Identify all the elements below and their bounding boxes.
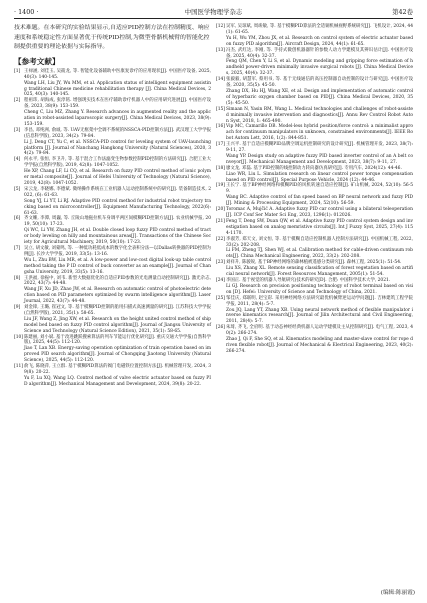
reference-entry (216, 284, 413, 296)
reference-number: [1] (14, 68, 21, 74)
journal-title: 中国医学物理学杂志 (184, 8, 243, 16)
reference-text: Liu XS, Zhang XL. Remote sensing classification of forest vegetation based on artificial neural network[J]. Forest Resources Management, 2005(1): 51-54. (226, 266, 413, 278)
reference-text: Yu H, Wu YM, Zhou JX, et al. Research on control system of electric actuator based on fuzzy PID algorithm[J]. Aircraft Design, 2024, 44(1): 61-65. (226, 35, 413, 47)
reference-text: Wang JF, Xu JD, Zhao JW, et al. Research on automatic control of photoelectric detection based on PID parameters optimized by swarm intelligence algorithm[J]. Laser Journal, 2022, 43(7): 44-48. (24, 287, 211, 305)
reference-text: Liao WR, Liu L. Simulation research on linear control power torque compensation based on PID control[J]. Special Purpose Vehicle, 2024 (12): 44-46. (226, 171, 413, 183)
reference-text: 程祖玮, 胡海成, 张淳铭. 增强现实技术在医疗辅助诊疗机器人中的应用研究进展[J]. 中国医疗设备, 2023, 38(9): 153-159. (24, 98, 211, 110)
reference-entry (14, 276, 211, 288)
reference-entry (216, 337, 413, 355)
references-heading: 【参考文献】 (14, 56, 60, 66)
reference-text: Zou JQ, Lang YT, Zhang XB. Using neural network method of flexible manipulator inverse kinematics research[J]. Journal of Jilin Architectural and Civil Engineering, 2011, 28(4): 5-7. (226, 307, 413, 325)
reference-number: [6] (14, 216, 21, 222)
reference-entry (14, 69, 211, 81)
reference-text: Toromac A, Mujčić A. Adaptive fuzzy PID car control using a bilateral teleoperation[J]. ICP Conf Ser Mater Sci Eng, 2023, 1296(1): 012026. (226, 207, 413, 218)
reference-number: [17] (216, 142, 226, 148)
reference-entry (216, 59, 413, 77)
reference-text: 刘祥升, 陈骏锐, 基于BP神经网络的森林植被遥感分类研究[J]. 森林工程, 2025(1): 51-54. (226, 260, 402, 266)
reference-text: 廖文龙, 邓磊. 基于PID控制的线控制动力转向器仿真研究[J]. 专用汽车, 2024(12): 44-46. (226, 165, 402, 171)
reference-text: 邹佳庆, 郑联明, 赵宝彩. 采用神经网络方法研究最优机械臂逆运动学问题[J]. 吉林建筑工程学院学报, 2011, 28(4): 5-7. (226, 295, 413, 307)
reference-entry (14, 216, 211, 228)
right-column (216, 24, 413, 355)
reference-entry (14, 128, 211, 140)
reference-entry (216, 296, 413, 308)
reference-text: 俞飞, 陈晓萍, 王立群. 基于模糊PID算法的阀门电磁铁位置控制方法[J]. 机械管理开发, 2024, 39(8): 20-22. (24, 364, 211, 375)
reference-text: Zhang DX, Hu HJ, Wang XE, et al. Design and implementation of automatic control of hyperbaric oxygen chamber based on PID[J]. China Medical Devices, 2020, 35(5): 45-50. (226, 88, 413, 106)
reference-text: Yu F, Lu XQ, Wang LQ. Control method of valve electric actuator based on fuzzy PID algorithm[J]. Mechanical Management and Development, 2024, 39(8): 20-22. (24, 375, 211, 387)
reference-text: Qi WC, Li YW, Zhang JH, et al. Double closed loop fuzzy PID control method of tractor body leveling on hilly and mountainous areas[J]. Transactions of the Chinese Society for Agricultural Machinery, 2019, 50(10): 17-23. (24, 228, 211, 246)
reference-number: [2] (14, 98, 21, 104)
reference-text: Song YJ, Li YT, Li RJ. Adaptive PID control method for industrial robot trajectory tracking based on microcontroller[J]. Equipment Manufacturing Technology, 2022(6): 61-63. (24, 198, 211, 216)
reference-text: 李淑芳, 郑天文, 刘文恒, 等. 基于模糊自适应控制机器人控制方法研究[J]. 中国机械工程, 2022, 33(2): 202-208. (226, 236, 413, 248)
reference-number: [26] (216, 325, 226, 331)
reference-text: Zhao J, Qi F, She SQ, et al. Kinematics modeling and master-slave control for rope driven flexible robot[J]. Journal of Mechanical & Electrical Engineering, 2023, 40(2): 266-274. (226, 337, 413, 354)
reference-number: [18] (216, 165, 226, 171)
page-number: · 1400 · (14, 8, 39, 16)
reference-number: [7] (14, 245, 21, 251)
reference-entry (14, 258, 211, 276)
reference-number: [21] (216, 218, 226, 224)
reference-text: Cheng C, Liu MZ, Zhang Y. Research advances in augmented reality and the application in robot-assisted laparoscopic surgery[J]. China Medical Devices, 2023, 38(9): 153-159. (24, 110, 211, 127)
reference-number: [19] (216, 183, 226, 189)
reference-text: 王禄涵, 刘佳玉, 吴筱龙, 等. 智能化设备辅助中医康复诊疗的应用现状[J]. 中国医疗设备, 2025, 40(3): 140-145. (24, 68, 211, 80)
reference-number: [16] (216, 124, 226, 130)
reference-text: Wang BC. Adaptive control of fan speed based on BP neural network and fuzzy PID[J]. Mining & Processing Equipment, 2024, 52(10): 56-59. (226, 195, 413, 207)
reference-entry (14, 376, 211, 388)
reference-number: [15] (216, 106, 226, 112)
reference-entry (216, 248, 413, 260)
reference-number: [3] (14, 127, 21, 133)
reference-text: Jiao T, Lan XB. Energy-saving operation optimization of train operation based on improved PID search algorithm[J]. Journal of Chongqing Jiaotong University (Natural Science), 2025, 44(5): 112-120. (24, 346, 211, 364)
references-list-left (14, 69, 211, 388)
reference-entry (216, 36, 413, 48)
reference-entry (216, 308, 413, 326)
reference-entry (216, 207, 413, 219)
reference-text: He XP, Chang LF, Li CQ, et al. Research on fuzzy PID control method of ionic polymer metal composite[J]. Journal of Hefei University of Technology (Natural Science), 2019, 42(8): 1047-1052. (24, 169, 211, 186)
reference-entry (216, 48, 413, 60)
reference-entry (14, 187, 211, 199)
reference-entry (14, 346, 211, 364)
reference-text: Simaan N, Yasin RM, Wang L. Medical technologies and challenges of robot-assisted minimally invasive intervention and diagnostics[J]. Annu Rev Control Robot Auton Syst, 2018, 1: 465-490. (226, 106, 413, 124)
reference-text: 李昌, 邓纯洲, 俞诚, 等. UAV无框架中全调不系统的NSSCA-PID控制方法[J]. 武汉理工大学学报(信息科学版), 2023, 34(2): 79-84. (24, 127, 211, 139)
reference-number: [12] (216, 24, 226, 29)
reference-text: 宋云龙, 李晓娜, 李德斌. 微纳操作系统在工业机器人运动控制系统中的研究[J]. 装备制造技术, 2022, (6): 61-63. (24, 186, 211, 198)
reference-text: Wu L, Zhu BW, Liu MR, et al. A low-power and low-cost digital look-up table control method taking the P ID control of buck converter as an example[J]. Journal of Changsha University, 2019, 33(5): 13-16. (24, 257, 211, 275)
reference-number: [13] (216, 47, 226, 53)
reference-text: 朱琦, 齐飞, 全府明. 基于动态神经经典机器人运动学建模及主从控制研究[J]. 电气工程, 2023, 40(2): 266-274. (226, 325, 413, 337)
reference-number: [11] (14, 364, 24, 370)
reference-number: [20] (216, 207, 226, 213)
reference-text: Wang LH, Liu JY, Wu MM, et al. Application status of intelligent equipment assisting traditional Chinese medicine rehabilitation therapy [J]. China Medical Devices, 2025, 40(3): 140-145. (24, 80, 211, 98)
running-header (14, 6, 413, 19)
reference-entry (216, 124, 413, 142)
reference-text: Feng QM, Chen Y, Li S, et al. Dynamic modeling and gripping force estimation of handheld power-driven minimally invasive surgical robots [J]. China Medical Devices, 2025, 40(4): 32-37. (226, 59, 413, 77)
reference-text: 齐文姗, 李潭, 周巍, 等. 丘陵山地拖拉机车身调平两区间模糊PID控制方法[J]. 农业机械学报, 2019, 50(10): 17-23. (24, 216, 211, 228)
reference-entry (14, 335, 211, 347)
reference-text: 何永平, 张恒, 李卫升, 等. 基于混合工作法滤变生物参数控制PID控制的方法研究[J]. 合肥工业大学学报(自然科学版), 2019, 42(8): 1047-1052. (24, 157, 211, 169)
reference-entry (216, 172, 413, 184)
reference-entry (14, 364, 211, 376)
reference-text: Wang YP. Design study on adaptive fuzzy PID based inverter control of an A belt conveyor[J]. Mechanical Management and Development, 2023, 38(7): 9-11, 27. (226, 153, 413, 165)
reference-entry (14, 140, 211, 158)
reference-entry (216, 195, 413, 207)
reference-number: [10] (14, 334, 24, 340)
reference-entry (14, 199, 211, 217)
reference-entry (14, 81, 211, 99)
reference-text: 王洪福, 徐振中, 刘韦. 新型大数据优化的自适应PID参数的光电测量自动控制研究[J]. 激光杂志, 2022, 43(7): 44-48. (24, 275, 211, 287)
reference-entry (14, 317, 211, 335)
reference-entry (216, 107, 413, 125)
reference-text: Liu JF, Wang Z, Jing XW, et al. Research on the height united control method of ship model bed based on fuzzy PID control algorithm[J]. Journal of Jiangsu University of Science and Technology (Natural Science Edition), 2021, 35(1): 58-65. (24, 316, 211, 334)
editor-note: (编辑:陈丽霞) (380, 590, 415, 596)
reference-number: [14] (216, 77, 226, 83)
reference-entry (216, 325, 413, 337)
volume-label: 第42卷 (392, 8, 413, 16)
reference-entry (216, 266, 413, 278)
reference-text: Li FM, Zheng TJ, Shen WJ, et al. Calibration method for cable-driven continuum robots[J]. China Mechanical Engineering, 2022, 33(2): 202-208. (226, 248, 413, 260)
reference-text: 冯杰, 武红达, 李刚, 等. 手持式微创机器器针的参数人动力学建模及其辨识估计[J]. 中国医疗设备, 2025, 40(4): 32-37. (226, 47, 413, 59)
reference-entry (14, 157, 211, 169)
reference-number: [5] (14, 186, 21, 192)
reference-text: 吴军, 吴琼斌, 周竣敏, 等. 基于模糊PID算法的全适铜机械视野系统研究[J]. 飞机设计, 2024, 44(1): 61-65. (226, 24, 413, 35)
references-list-right (216, 24, 413, 355)
reference-text: 王长宁. 基于BP神经网络和模糊PID的风机转速自适应控制[J]. 矿山机械, 2024, 52(10): 56-59. (226, 183, 413, 195)
reference-text: Li GJ. Research on precision positioning technology of robot terminal based on vision [D]. Hefei: University of Science and Technology of China, 2021. (226, 283, 413, 295)
reference-text: 张毅毅, 胡慧军, 蔡用书, 等. 基于无线通信的高压控制器自动控制的设计与研究[J]. 中国医疗设备, 2020, 35(5): 45-50. (226, 77, 413, 89)
reference-entry (14, 110, 211, 128)
reference-text: 吴立, 胡文敏, 刘蒙鸣, 等. 一种低功耗低成本的数字化全表积分法—以Dallas转换器的PID控制为例[J]. 长沙大学学报, 2019, 33(5): 13-16. (24, 245, 211, 257)
reference-entry (216, 89, 413, 107)
reference-number: [22] (216, 236, 226, 242)
reference-number: [23] (216, 260, 226, 266)
reference-number: [25] (216, 295, 226, 301)
left-column (14, 24, 211, 388)
reference-number: [24] (216, 277, 226, 283)
reference-text: Li J, Deng CT, Yu C, et al. NSSCA-PID control for leveling system of UAV-launching platform [J]. Journal of Nanchang Hangkong University (Natural Sciences), 2020, 34(2): 79-84. (24, 139, 211, 157)
reference-entry (14, 228, 211, 246)
reference-text: 王兴平. 基于自适应模糊PID品牌空调运机控制研究的设计研究[J]. 机械管理开发, 2023, 38(7): 9-11, 27. (226, 142, 413, 154)
reference-text: 李国正. 基于视觉的机器人导航研究(技术的研究[D]. 合肥: 中国科学技术大学, 2021. (226, 277, 391, 283)
reference-entry (14, 287, 211, 305)
reference-entry (216, 219, 413, 237)
reference-number: [4] (14, 157, 21, 163)
reference-entry (216, 77, 413, 89)
reference-entry (14, 246, 211, 258)
reference-entry (14, 305, 211, 317)
reference-text: 陈建丽, 刘小斌. 基于改进跳跃搜索算法的列车节能运行优化研究[J]. 重庆交通大学学报(自然科学版), 2025, 44(5): 112-120. (24, 334, 211, 346)
reference-text: 刘金锋, 王璐, 崔冠文, 等. 基于模糊PID控制的船用扫描式高速测量的研究[J]. 江苏科技大学学报(自然科学版), 2021, 35(1): 58-65. (24, 305, 211, 316)
reference-entry (14, 169, 211, 187)
reference-text: Vip MC, Camarillo DB. Model-less hybrid position/force control: a minimalist approach for continuum manipulators in unknown, constrained environments[J]. IEEE Robot Autom Lett, 2016, 1(2): 844-851. (226, 124, 413, 142)
reference-number: [9] (14, 305, 21, 311)
reference-entry (14, 98, 211, 110)
intro-paragraph: 技术难题。在本研究的实验结果显示,自适应PID控制方法在控制精度、响应速度和系统稳定性方面显著优于传统PID控制,为微型骨骼机械臂的智能化控制提供重要的理论依据与实际指导。 (14, 25, 210, 51)
reference-entry (216, 237, 413, 249)
reference-entry (216, 142, 413, 154)
reference-number: [8] (14, 275, 21, 281)
reference-text: Feng T, Deng SW, Duan QW, et al. Adaptive fuzzy PID control system design and investigation based on analog memristive circuits[J]. Int J Fuzzy Syst, 2025, 27(4): 1154-1170. (226, 218, 413, 236)
reference-entry (216, 154, 413, 166)
reference-entry (216, 183, 413, 195)
reference-entry (216, 24, 413, 36)
